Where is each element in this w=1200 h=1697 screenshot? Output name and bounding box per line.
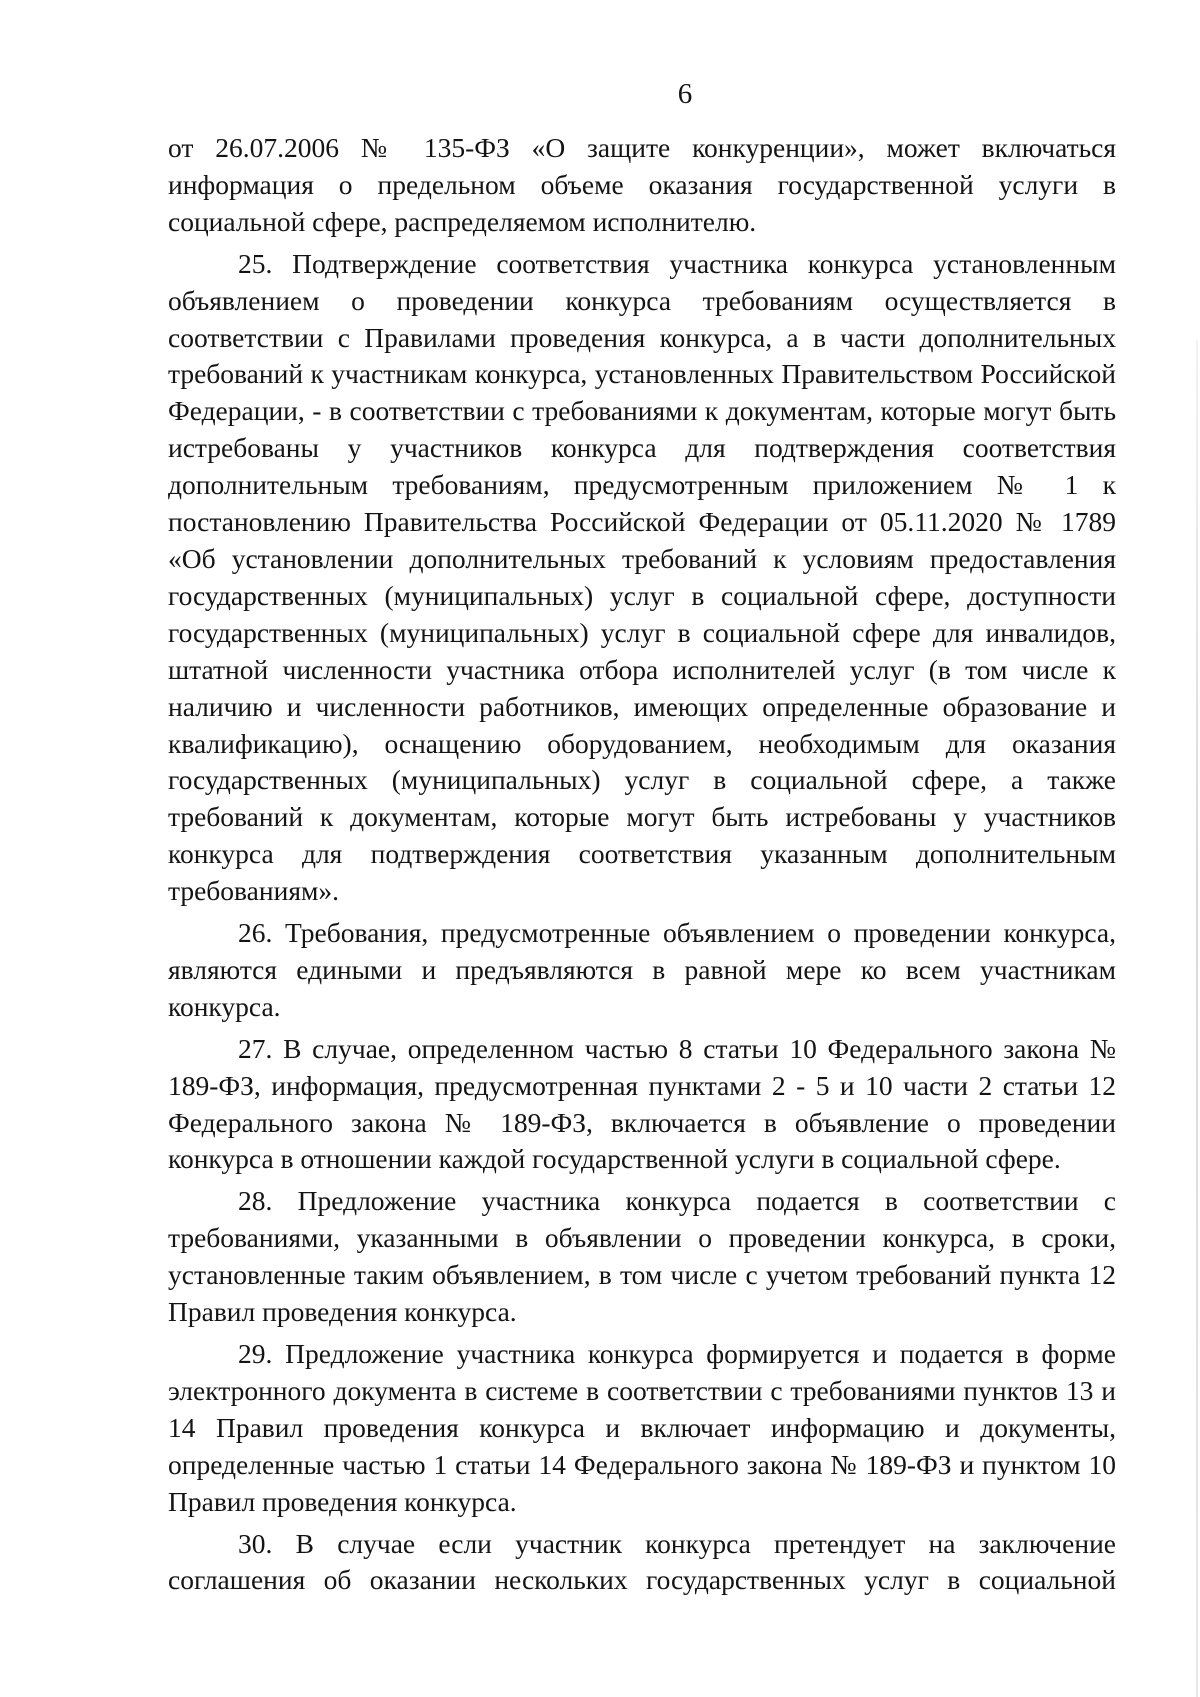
page-number: 6 (677, 78, 693, 110)
scan-edge-line (1196, 340, 1198, 1697)
paragraph-25: 25. Подтверждение соответствия участника конкурса установленным объявлением о проведении конкурса требованиям осуществляется в соответствии с Правилами проведения конкурса, а в части дополнительных требований к участникам конкурса, установленных Правительством Российской Федерации, - в соответствии с требованиями к документам, которые могут быть истребованы у участников конкурса для подтверждения соответствия дополнительным требованиям, предусмотренным приложением № 1 к постановлению Правительства Российской Федерации от 05.11.2020 № 1789 «Об установлении дополнительных требований к условиям предоставления государственных (муниципальных) услуг в социальной сфере, доступности государственных (муниципальных) услуг в социальной сфере для инвалидов, штатной численности участника отбора исполнителей услуг (в том числе к наличию и численности работников, имеющих определенные образование и квалификацию), оснащению оборудованием, необходимым для оказания государственных (муниципальных) услуг в социальной сфере, а также требований к документам, которые могут быть истребованы у участников конкурса для подтверждения соответствия указанным дополнительным требованиям». (168, 247, 1116, 907)
paragraph-30: 30. В случае если участник конкурса претендует на заключение соглашения об оказании нескольких государственных услуг в социальной (168, 1527, 1116, 1596)
paragraph-28: 28. Предложение участника конкурса подается в соответствии с требованиями, указанными в объявлении о проведении конкурса, в сроки, установленные таким объявлением, в том числе с учетом требований пункта 12 Правил проведения конкурса. (168, 1185, 1116, 1328)
paragraph-26: 26. Требования, предусмотренные объявлением о проведении конкурса, являются едиными и предъявляются в равной мере ко всем участникам конкурса. (168, 917, 1116, 1022)
document-body (168, 130, 1116, 1604)
paragraph-29: 29. Предложение участника конкурса формируется и подается в форме электронного документа в системе в соответствии с требованиями пунктов 13 и 14 Правил проведения конкурса и включает информацию и документы, определенные частью 1 статьи 14 Федерального закона № 189-ФЗ и пунктом 10 Правил проведения конкурса. (168, 1338, 1116, 1517)
paragraph-continuation: от 26.07.2006 № 135-ФЗ «О защите конкуренции», может включаться информация о предельном объеме оказания государственной услуги в социальной сфере, распределяемом исполнителю. (168, 132, 1116, 237)
paragraph-27: 27. В случае, определенном частью 8 статьи 10 Федерального закона № 189-ФЗ, информация, предусмотренная пунктами 2 - 5 и 10 части 2 статьи 12 Федерального закона № 189-ФЗ, включается в объявление о проведении конкурса в отношении каждой государственной услуги в социальной сфере. (168, 1032, 1116, 1175)
